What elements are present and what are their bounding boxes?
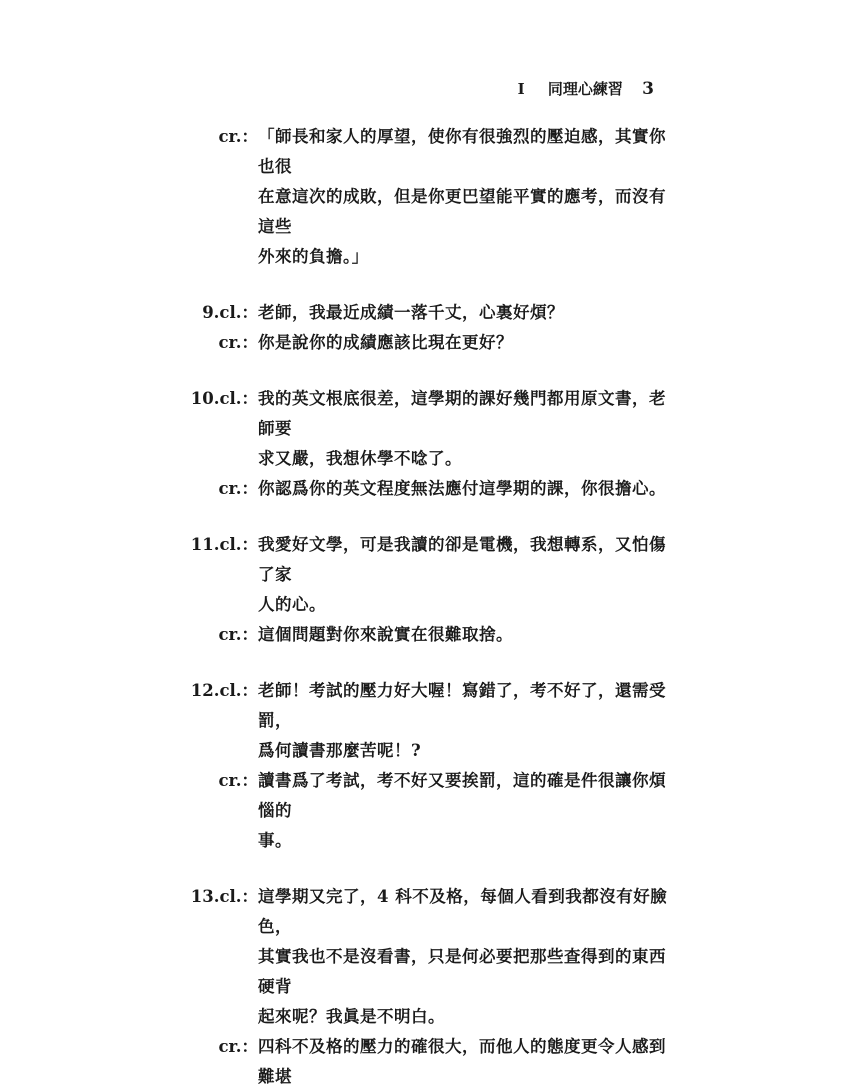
speaker-label: cr.： [218,127,258,146]
dialogue-text: 老師！考試的壓力好大喔！寫錯了，考不好了，還需受罰， 爲何讀書那麼苦呢！? [258,681,666,760]
dialogue-entry [190,328,670,358]
dialogue-text: 我的英文根底很差，這學期的課好幾門都用原文書，老師要 求又嚴，我想休學不唸了。 [258,389,666,468]
entry-gap [190,272,670,298]
speaker-label: cr.： [218,333,258,352]
entry-gap [190,650,670,676]
entry-gap [190,856,670,882]
dialogue-text: 這個問題對你來說實在很難取捨。 [258,625,513,644]
speaker-label: cr.： [218,771,258,790]
speaker-label: 11.cl.： [190,535,258,554]
running-header [518,78,654,99]
speaker-label: 9.cl.： [202,303,258,322]
dialogue-body [190,122,670,1092]
dialogue-entry [190,298,670,328]
dialogue-text: 你是說你的成績應該比現在更好？ [258,333,513,352]
dialogue-entry [190,766,670,856]
speaker-label: 10.cl.： [190,389,258,408]
dialogue-entry [190,1032,670,1092]
dialogue-entry [190,384,670,474]
dialogue-entry [190,620,670,650]
speaker-label: 12.cl.： [190,681,258,700]
speaker-label: cr.： [218,479,258,498]
dialogue-entry [190,474,670,504]
dialogue-entry [190,122,670,272]
speaker-label: cr.： [218,1037,258,1056]
dialogue-text: 這學期又完了，4 科不及格，每個人看到我都沒有好臉色， 其實我也不是沒看書，只是何必要把那些查得到的東西硬背 起來呢？我眞是不明白。 [258,887,668,1026]
chapter-title: 同理心練習 [547,80,623,98]
chapter-roman-numeral: I [517,80,525,98]
dialogue-entry [190,676,670,766]
dialogue-text: 讀書爲了考試，考不好又要挨罰，這的確是件很讓你煩惱的 事。 [258,771,666,850]
entry-gap [190,358,670,384]
entry-gap [190,504,670,530]
dialogue-text: 我愛好文學，可是我讀的卻是電機，我想轉系，又怕傷了家 人的心。 [258,535,666,614]
speaker-label: 13.cl.： [190,887,258,906]
dialogue-entry [190,882,670,1032]
dialogue-text: 「師長和家人的厚望，使你有很強烈的壓迫感，其實你也很 在意這次的成敗，但是你更巴望能平實的應考，而沒有這些 外來的負擔。」 [258,127,666,266]
page-number: 3 [642,79,654,99]
speaker-label: cr.： [218,625,258,644]
dialogue-text: 老師，我最近成績一落千丈，心裏好煩？ [258,303,564,322]
dialogue-text: 四科不及格的壓力的確很大，而他人的態度更令人感到難堪 [258,1037,666,1086]
dialogue-entry [190,530,670,620]
dialogue-text: 你認爲你的英文程度無法應付這學期的課，你很擔心。 [258,479,666,498]
